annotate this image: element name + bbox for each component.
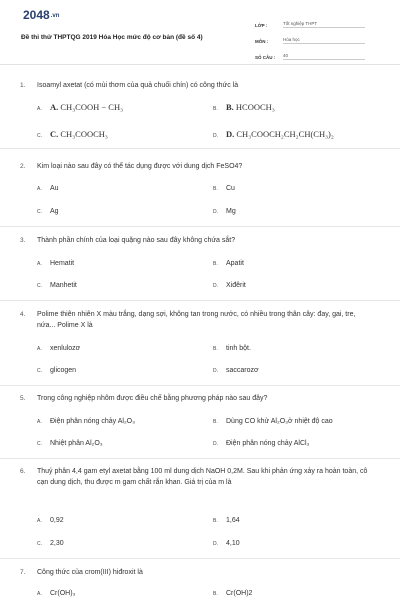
meta-row-class xyxy=(255,14,365,28)
option-c[interactable]: C. Ag xyxy=(37,208,59,215)
question-number: 7. xyxy=(20,569,26,576)
question-body: Isoamyl axetat (có mùi thơm của quả chuối chín) có công thức là xyxy=(37,82,239,89)
option-b[interactable]: B. Dùng CO khử Al₂O₃ở nhiệt độ cao xyxy=(213,418,333,425)
question-text xyxy=(0,162,400,173)
meta-value: Hóa học xyxy=(283,37,365,44)
option-b[interactable]: B. Cr(OH)2 xyxy=(213,590,253,597)
option-a[interactable]: A. xenlulozơ xyxy=(37,345,81,352)
meta-row-subject xyxy=(255,30,365,44)
question-body: Polime thiên nhiên X màu trắng, dạng sợi, không tan trong nước, có nhiều trong thân cây: đay, gai, tre, nứa... Polime X là xyxy=(37,311,356,329)
question-body: Kim loại nào sau đây có thể tác dụng được với dung dịch FeSO4? xyxy=(37,163,243,170)
question-number: 5. xyxy=(20,395,26,402)
option-d[interactable]: D. D. CH₃COOCH₂CH₂CH(CH₃)₂ xyxy=(213,129,334,139)
question-text xyxy=(0,467,400,488)
question-divider xyxy=(0,300,400,301)
meta-label: LỚP : xyxy=(255,23,268,28)
page-header xyxy=(0,0,400,64)
exam-title: Đề thi thử THPTQG 2019 Hóa Học mức độ cơ bản (đề số 4) xyxy=(21,34,203,41)
site-logo[interactable]: 2048.vn xyxy=(23,8,60,22)
question-number: 3. xyxy=(20,237,26,244)
question-number: 4. xyxy=(20,311,26,318)
question-text xyxy=(0,394,400,405)
option-c[interactable]: C. 2,30 xyxy=(37,540,64,547)
question-body: Thành phần chính của loại quặng nào sau đây không chứa sắt? xyxy=(37,237,236,244)
question-divider xyxy=(0,385,400,386)
option-c[interactable]: C. C. CH₃COOCH₃ xyxy=(37,129,108,139)
meta-label: SỐ CÂU : xyxy=(255,55,276,60)
question-text xyxy=(0,568,400,579)
exam-meta xyxy=(255,14,365,62)
question-6 xyxy=(0,467,400,547)
option-a[interactable]: A. Cr(OH)₃ xyxy=(37,590,76,597)
option-a[interactable]: A. A. CH₃COOH − CH₃ xyxy=(37,102,124,112)
question-body: Thuỷ phân 4,4 gam etyl axetat bằng 100 ml dung dịch NaOH 0,2M. Sau khi phản ứng xảy ra hoàn toàn, cô cạn dung dịch, thu được m gam chất rắn khan. Giá trị của m là xyxy=(37,468,368,486)
option-d[interactable]: D. Mg xyxy=(213,208,236,215)
option-a[interactable]: A. Au xyxy=(37,185,59,192)
option-d[interactable]: D. saccarozơ xyxy=(213,367,259,374)
question-number: 1. xyxy=(20,82,26,89)
option-b[interactable]: B. 1,64 xyxy=(213,517,240,524)
question-text xyxy=(0,310,400,331)
question-3 xyxy=(0,236,400,289)
option-d[interactable]: D. 4,10 xyxy=(213,540,240,547)
question-divider xyxy=(0,558,400,559)
option-a[interactable]: A. Điện phân nóng chảy Al₂O₃ xyxy=(37,418,135,425)
option-b[interactable]: B. Cu xyxy=(213,185,235,192)
question-5 xyxy=(0,394,400,447)
option-c[interactable]: C. Nhiệt phân Al₂O₃ xyxy=(37,440,103,447)
question-text xyxy=(0,236,400,247)
option-b[interactable]: B. Apatit xyxy=(213,260,244,267)
header-divider xyxy=(0,64,400,65)
option-d[interactable]: D. Điện phân nóng chảy AlCl₃ xyxy=(213,440,310,447)
option-d[interactable]: D. Xiđêrit xyxy=(213,282,246,289)
option-a[interactable]: A. Hematit xyxy=(37,260,75,267)
question-body: Công thức của crom(III) hiđroxit là xyxy=(37,569,143,576)
option-c[interactable]: C. Manhetit xyxy=(37,282,77,289)
meta-value: 40 xyxy=(283,53,365,60)
option-a[interactable]: A. 0,92 xyxy=(37,517,64,524)
option-b[interactable]: B. tinh bột. xyxy=(213,345,251,352)
meta-value: Tốt nghiệp THPT xyxy=(283,21,365,28)
question-2 xyxy=(0,162,400,215)
question-7 xyxy=(0,568,400,597)
question-body: Trong công nghiệp nhôm được điều chế bằng phương pháp nào sau đây? xyxy=(37,395,268,402)
question-number: 6. xyxy=(20,468,26,475)
question-text xyxy=(0,81,400,92)
option-b[interactable]: B. B. HCOOCH₃ xyxy=(213,102,275,112)
question-divider xyxy=(0,226,400,227)
question-divider xyxy=(0,148,400,149)
meta-row-count xyxy=(255,46,365,60)
question-1 xyxy=(0,81,400,139)
question-4 xyxy=(0,310,400,374)
question-divider xyxy=(0,458,400,459)
question-number: 2. xyxy=(20,163,26,170)
option-c[interactable]: C. glicogen xyxy=(37,367,77,374)
meta-label: MÔN : xyxy=(255,39,269,44)
